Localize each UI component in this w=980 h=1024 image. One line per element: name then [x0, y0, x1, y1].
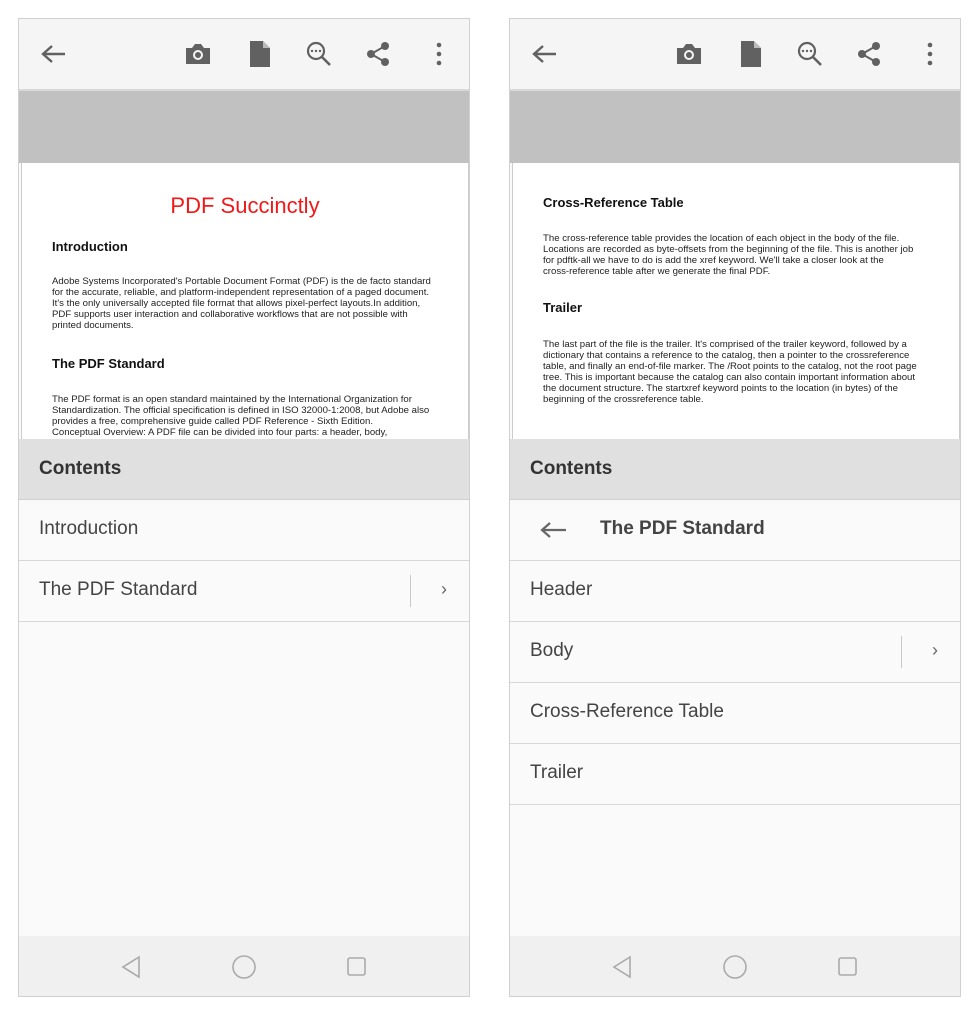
toc-item-label: Header: [530, 579, 593, 600]
back-arrow-icon[interactable]: [530, 39, 560, 69]
divider: [901, 636, 902, 668]
nav-back-icon[interactable]: [119, 954, 145, 980]
toc-item-trailer[interactable]: [510, 744, 960, 805]
toc-item-label: Cross-Reference Table: [530, 701, 724, 722]
doc-heading: The PDF Standard: [52, 356, 165, 371]
contents-header: [19, 439, 469, 500]
chevron-right-icon[interactable]: ›: [932, 640, 938, 660]
toc-item-label: Body: [530, 640, 574, 661]
contents-header: [510, 439, 960, 500]
divider: [410, 575, 411, 607]
toc-item-pdf-standard[interactable]: [19, 561, 469, 622]
share-icon[interactable]: [363, 39, 393, 69]
document-icon[interactable]: [245, 39, 275, 69]
toc-item-header[interactable]: [510, 561, 960, 622]
contents-title: Contents: [39, 458, 122, 479]
toc-item-cross-reference-table[interactable]: [510, 683, 960, 744]
toolbar: [510, 19, 960, 91]
toolbar: [19, 19, 469, 91]
toc-item-label: Introduction: [39, 518, 139, 539]
camera-icon[interactable]: [183, 39, 213, 69]
pdf-page[interactable]: [512, 163, 960, 439]
system-nav-bar: [510, 936, 960, 996]
toc-item-introduction[interactable]: [19, 500, 469, 561]
toc-item-label: Trailer: [530, 762, 584, 783]
nav-recents-icon[interactable]: [344, 954, 370, 980]
nav-home-icon[interactable]: [722, 954, 748, 980]
phone-left: [18, 18, 470, 997]
more-vert-icon[interactable]: [424, 39, 454, 69]
toc-item-body[interactable]: [510, 622, 960, 683]
doc-title: PDF Succinctly: [170, 193, 320, 218]
share-icon[interactable]: [854, 39, 884, 69]
doc-paragraph: The cross-reference table provides the location of each object in the body of the file. Locations are recorded as byte-offsets from the beginning of the file. This is another job for pdftk-all we have to do is add the xref keyword. We'll take a closer look at the cross-reference table after we generate the final PDF.: [543, 233, 914, 277]
contents-title: Contents: [530, 458, 613, 479]
more-vert-icon[interactable]: [915, 39, 945, 69]
back-arrow-icon[interactable]: [39, 39, 69, 69]
chevron-right-icon[interactable]: ›: [441, 579, 447, 599]
nav-home-icon[interactable]: [231, 954, 257, 980]
doc-paragraph: The PDF format is an open standard maintained by the International Organization for Standardization. The official specification is defined in ISO 32000-1:2008, but Adobe also provides a free, comprehensive guide called PDF Reference - Sixth Edition. Conceptual Overview: A PDF file can be divided into four parts: a header, body,: [52, 394, 430, 438]
nav-recents-icon[interactable]: [835, 954, 861, 980]
toc-parent-row[interactable]: [510, 500, 960, 561]
toc-item-label: The PDF Standard: [39, 579, 198, 600]
system-nav-bar: [19, 936, 469, 996]
search-zoom-icon[interactable]: [795, 39, 825, 69]
doc-heading: Introduction: [52, 239, 128, 254]
search-zoom-icon[interactable]: [304, 39, 334, 69]
doc-heading: Trailer: [543, 300, 583, 315]
pdf-page[interactable]: [21, 163, 469, 439]
page-gap: [19, 91, 469, 163]
toc-parent-label: The PDF Standard: [600, 518, 765, 539]
camera-icon[interactable]: [674, 39, 704, 69]
doc-heading: Cross-Reference Table: [543, 195, 684, 210]
page-gap: [510, 91, 960, 163]
doc-paragraph: The last part of the file is the trailer. It's comprised of the trailer keyword, followed by a dictionary that contains a reference to the catalog, then a pointer to the crossreference table, and finally an end-of-file marker. The /Root points to the catalog, not the root page tree. This is important because the catalog can also contain important information about the document structure. The startxref keyword points to the location (in bytes) of the beginning of the crossreference table.: [543, 339, 917, 405]
doc-paragraph: Adobe Systems Incorporated's Portable Document Format (PDF) is the de facto standard for the accurate, reliable, and platform-independent representation of a paged document. It's the only universally accepted file format that allows pixel-perfect layouts.In addition, PDF supports user interaction and collaborative workflows that are not possible with printed documents.: [52, 276, 431, 331]
phone-right: [509, 18, 961, 997]
back-arrow-icon[interactable]: [540, 521, 568, 539]
document-icon[interactable]: [736, 39, 766, 69]
nav-back-icon[interactable]: [610, 954, 636, 980]
